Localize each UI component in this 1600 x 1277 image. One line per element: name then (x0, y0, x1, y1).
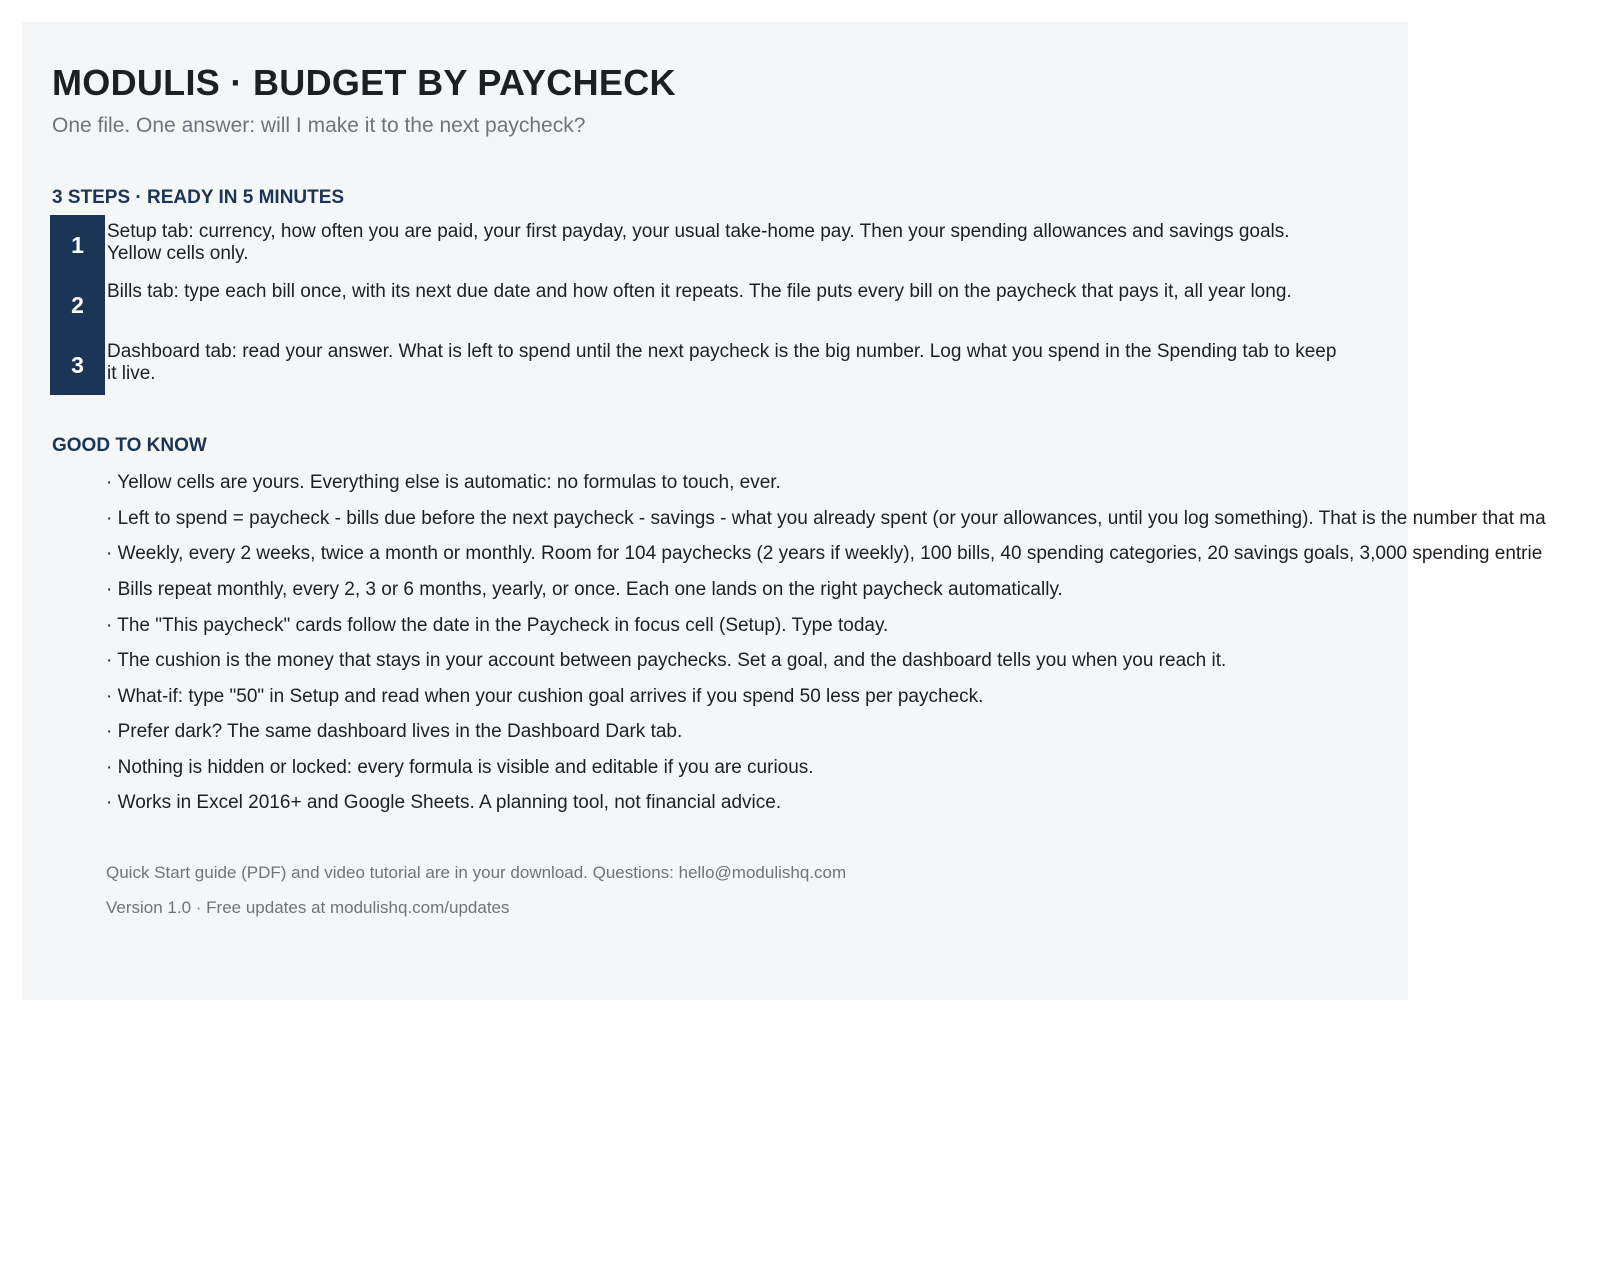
tip-item: · The "This paycheck" cards follow the date in the Paycheck in focus cell (Setup). Type today. (106, 615, 889, 636)
step-row-3 (50, 335, 1340, 395)
tip-item: · Yellow cells are yours. Everything else is automatic: no formulas to touch, ever. (106, 472, 781, 493)
page-subtitle: One file. One answer: will I make it to the next paycheck? (52, 114, 586, 137)
good-to-know-heading: GOOD TO KNOW (52, 435, 207, 456)
tip-item: · Weekly, every 2 weeks, twice a month or monthly. Room for 104 paychecks (2 years if weekly), 100 bills, 40 spending categories, 20 savings goals, 3,000 spending entrie (106, 543, 1543, 564)
step-text: Dashboard tab: read your answer. What is left to spend until the next paycheck is the big number. Log what you spend in the Spending tab to keep it live. (107, 341, 1337, 384)
quick-start-note: Quick Start guide (PDF) and video tutorial are in your download. Questions: hello@modulishq.com (106, 863, 847, 882)
tip-item: · Nothing is hidden or locked: every formula is visible and editable if you are curious. (106, 757, 814, 778)
tip-item: · Bills repeat monthly, every 2, 3 or 6 months, yearly, or once. Each one lands on the right paycheck automatically. (106, 579, 1063, 600)
tip-item: · Left to spend = paycheck - bills due before the next paycheck - savings - what you already spent (or your allowances, until you log something). That is the number that ma (106, 508, 1546, 529)
step-number-badge: 2 (50, 275, 105, 335)
start-here-sheet (22, 22, 1546, 1000)
tip-item: · The cushion is the money that stays in your account between paychecks. Set a goal, and the dashboard tells you when you reach it. (106, 650, 1227, 671)
step-number-badge: 3 (50, 335, 105, 395)
step-row-2 (50, 275, 1340, 335)
tip-item: · Works in Excel 2016+ and Google Sheets. A planning tool, not financial advice. (106, 792, 782, 813)
tip-item: · Prefer dark? The same dashboard lives in the Dashboard Dark tab. (106, 721, 683, 742)
step-number-badge: 1 (50, 215, 105, 275)
steps-heading: 3 STEPS · READY IN 5 MINUTES (52, 187, 345, 208)
tip-item: · What-if: type "50" in Setup and read when your cushion goal arrives if you spend 50 less per paycheck. (106, 686, 984, 707)
version-note: Version 1.0 · Free updates at modulishq.com/updates (106, 898, 510, 917)
page-title: MODULIS · BUDGET BY PAYCHECK (52, 62, 676, 103)
step-text: Setup tab: currency, how often you are paid, your first payday, your usual take-home pay. Then your spending allowances and savings goals. Yellow cells only. (107, 221, 1290, 264)
step-row-1 (50, 215, 1340, 275)
step-text: Bills tab: type each bill once, with its next due date and how often it repeats. The file puts every bill on the paycheck that pays it, all year long. (107, 281, 1292, 302)
